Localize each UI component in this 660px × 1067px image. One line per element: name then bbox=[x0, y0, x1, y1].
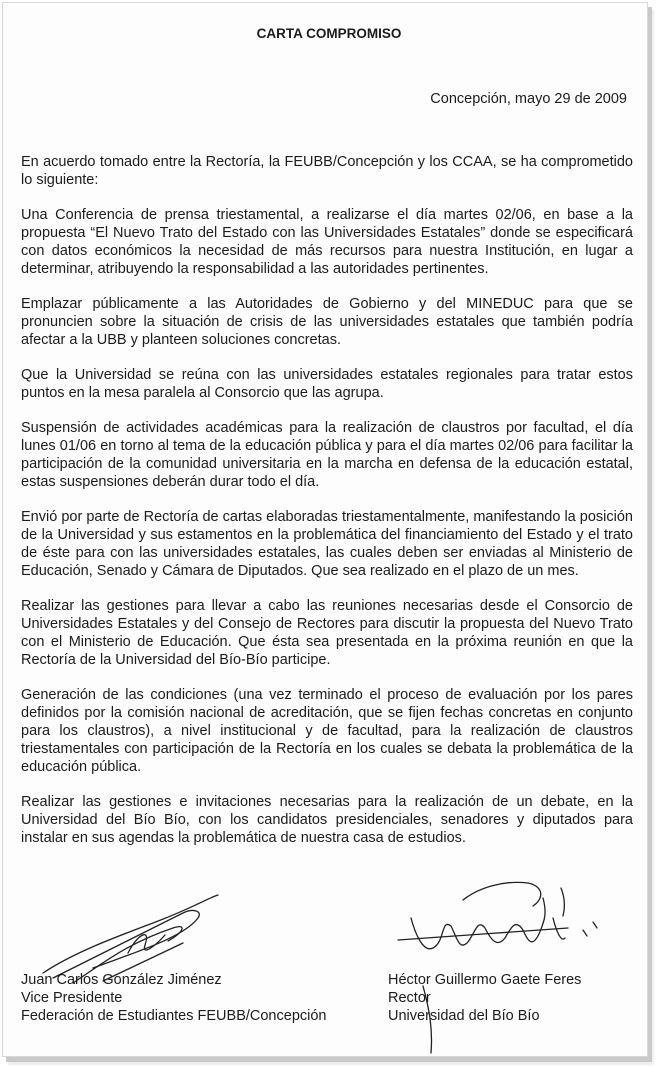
document-title: CARTA COMPROMISO bbox=[256, 26, 402, 41]
paragraph-conditions: Generación de las condiciones (una vez terminado el proceso de evaluación por los pares definidos por la comisión nacional de acreditación, que se fijen fechas concretas en conjunto para los claustros), a nivel institucional y de facultad, para la realización de claustros triestamentales con participación de la Rectoría en los cuales se debata la problemática de la educación pública. bbox=[21, 687, 633, 775]
signatory-left-organization: Federación de Estudiantes FEUBB/Concepción bbox=[21, 1008, 327, 1024]
signatory-left-name: Juan Carlos González Jiménez bbox=[21, 972, 222, 988]
signatory-right-name: Héctor Guillermo Gaete Feres bbox=[388, 972, 582, 988]
document-date: Concepción, mayo 29 de 2009 bbox=[430, 91, 627, 107]
paragraph-meetings: Realizar las gestiones para llevar a cabo las reuniones necesarias desde el Consorcio de Universidades Estatales y del Consejo de Rectores para discutir la propuesta del Nuevo Trato con el Ministerio de Educación. Que ésta sea presentada en la próxima reunión en que la Rectoría de la Universidad del Bío-Bío participe. bbox=[21, 598, 633, 668]
signatory-right bbox=[388, 971, 581, 1025]
paragraph-intro: En acuerdo tomado entre la Rectoría, la FEUBB/Concepción y los CCAA, se ha comprometido lo siguiente: bbox=[21, 154, 633, 188]
paragraph-letters: Envió por parte de Rectoría de cartas elaboradas triestamentalmente, manifestando la posición de la Universidad y sus estamentos en la problemática del financiamiento del Estado y el trato de éste para con las universidades estatales, las cuales deben ser enviadas al Ministerio de Educación, Senado y Cámara de Diputados. Que sea realizado en el plazo de un mes. bbox=[21, 509, 633, 579]
paragraph-public-summons: Emplazar públicamente a las Autoridades de Gobierno y del MINEDUC para que se pronuncien sobre la situación de crisis de las universidades estatales que también podría afectar a la UBB y planteen soluciones concretas. bbox=[21, 296, 633, 348]
letter-page bbox=[2, 2, 648, 1057]
letter-body bbox=[21, 153, 633, 864]
signatory-left bbox=[21, 971, 326, 1025]
signature-right-image bbox=[393, 858, 623, 1057]
signatory-left-role: Vice Presidente bbox=[21, 990, 123, 1006]
signatory-right-organization: Universidad del Bío Bío bbox=[388, 1008, 540, 1024]
signatory-right-role: Rector bbox=[388, 990, 431, 1006]
paragraph-debate: Realizar las gestiones e invitaciones necesarias para la realización de un debate, en la Universidad del Bío Bío, con los candidatos presidenciales, senadores y diputados para instalar en sus agendas la problemática de nuestra casa de estudios. bbox=[21, 794, 633, 846]
paragraph-press-conference: Una Conferencia de prensa triestamental, a realizarse el día martes 02/06, en base a la propuesta “El Nuevo Trato del Estado con las Universidades Estatales” donde se especificará con datos económicos la necesidad de más recursos para nuestra Institución, en lugar a determinar, atribuyendo la responsabilidad a las autoridades pertinentes. bbox=[21, 207, 633, 277]
paragraph-regional-meeting: Que la Universidad se reúna con las universidades estatales regionales para tratar estos puntos en la mesa paralela al Consorcio que las agrupa. bbox=[21, 367, 633, 401]
paragraph-suspension: Suspensión de actividades académicas para la realización de claustros por facultad, el día lunes 01/06 en torno al tema de la educación pública y para el día martes 02/06 para facilitar la participación de la comunidad universitaria en la marcha en defensa de la educación estatal, estas suspensiones deberán durar todo el día. bbox=[21, 420, 633, 490]
